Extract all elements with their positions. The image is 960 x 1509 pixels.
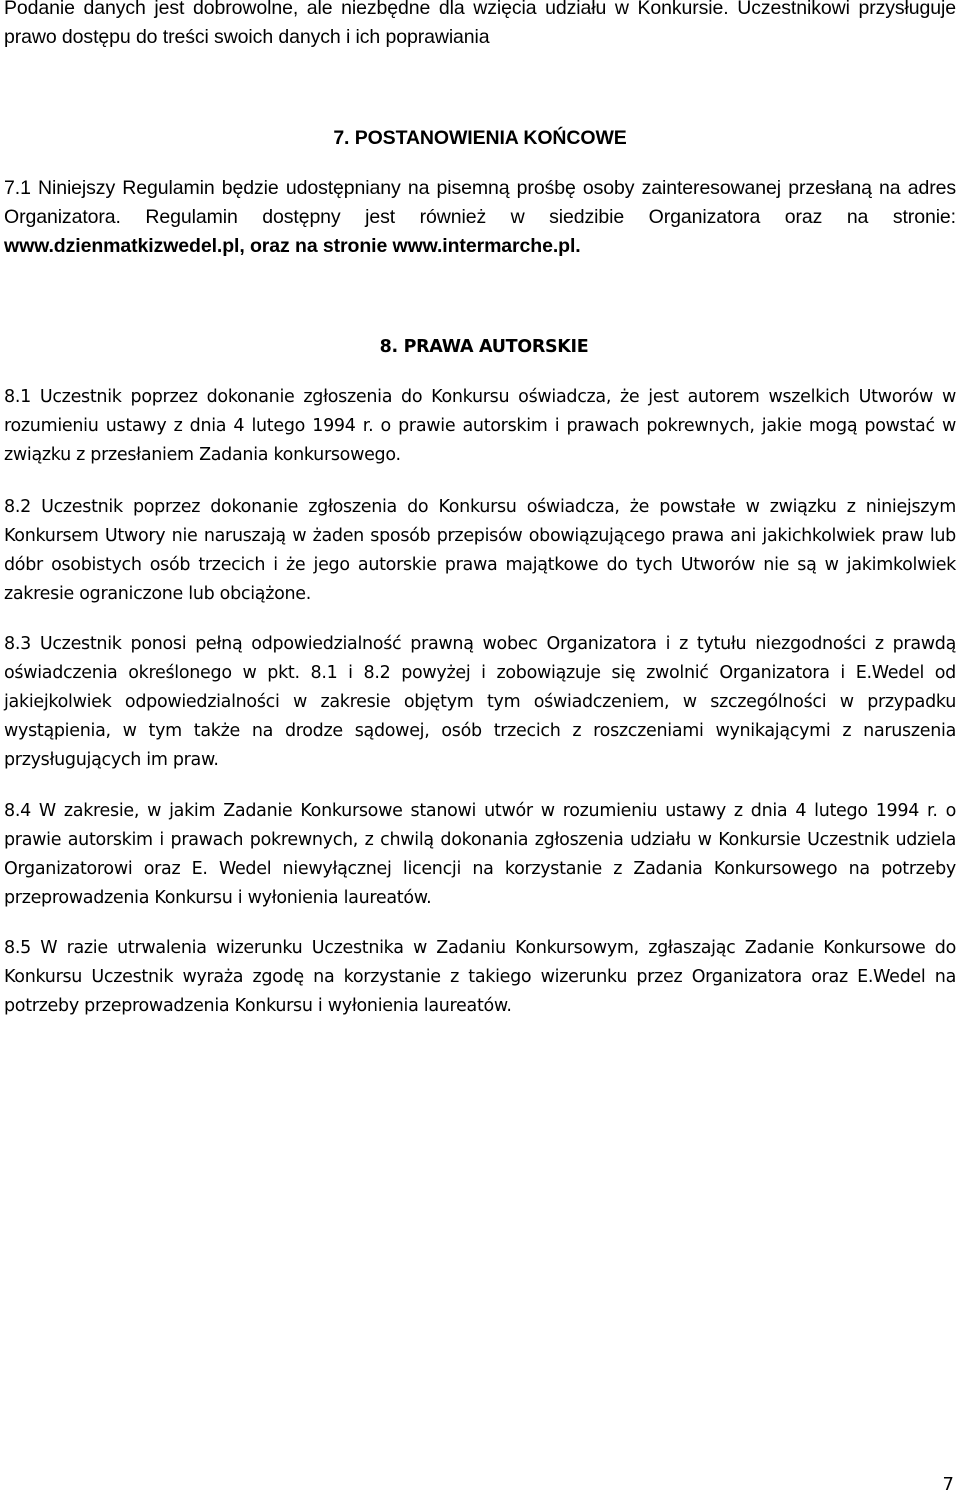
section-8-2-paragraph: 8.2 Uczestnik poprzez dokonanie zgłoszenia do Konkursu oświadcza, że powstałe w związku z niniejszym Konkursem Utwory nie naruszają w żaden sposób przepisów obowiązującego prawa ani jakichkolwiek praw lub dóbr osobistych osób trzecich i że jego autorskie prawa majątkowe do tych Utworów nie są w jakimkolwiek zakresie ograniczone lub obciążone. [4,497,956,604]
section-7-1-paragraph [4,174,956,261]
section-8-heading: 8. PRAWA AUTORSKIE [379,337,589,357]
section-8-3-paragraph: 8.3 Uczestnik ponosi pełną odpowiedzialność prawną wobec Organizatora i z tytułu niezgodności z prawdą oświadczenia określonego w pkt. 8.1 i 8.2 powyżej i zobowiązuje się zwolnić Organizatora i E.Wedel od jakiejkolwiek odpowiedzialności w zakresie objętym tym oświadczeniem, w szczególności w przypadku wystąpienia, w tym także na drodze sądowej, osób trzecich z roszczeniami wynikającymi z naruszenia przysługujących im praw. [4,634,956,770]
section-7-heading: 7. POSTANOWIENIA KOŃCOWE [333,127,627,149]
section-8-1-paragraph: 8.1 Uczestnik poprzez dokonanie zgłoszenia do Konkursu oświadcza, że jest autorem wszelkich Utworów w rozumieniu ustawy z dnia 4 lutego 1994 r. o prawie autorskim i prawach pokrewnych, jakie mogą powstać w związku z przesłaniem Zadania konkursowego. [4,387,956,465]
section-7-1-websites: www.dzienmatkizwedel.pl, oraz na stronie www.intermarche.pl. [4,235,581,257]
section-7-1-text: 7.1 Niniejszy Regulamin będzie udostępniany na pisemną prośbę osoby zainteresowanej przesłaną na adres Organizatora. Regulamin dostępny jest również w siedzibie Organizatora oraz na stronie: [4,177,956,228]
consent-paragraph: Podanie danych jest dobrowolne, ale niezbędne dla wzięcia udziału w Konkursie. Uczestnikowi przysługuje prawo dostępu do treści swoich danych i ich poprawiania [4,0,956,48]
page-number: 7 [942,1474,954,1495]
section-8-5-paragraph: 8.5 W razie utrwalenia wizerunku Uczestnika w Zadaniu Konkursowym, zgłaszając Zadanie Konkursowe do Konkursu Uczestnik wyraża zgodę na korzystanie z takiego wizerunku przez Organizatora oraz E.Wedel na potrzeby przeprowadzenia Konkursu i wyłonienia laureatów. [4,938,956,1016]
section-8-4-paragraph: 8.4 W zakresie, w jakim Zadanie Konkursowe stanowi utwór w rozumieniu ustawy z dnia 4 lutego 1994 r. o prawie autorskim i prawach pokrewnych, z chwilą dokonania zgłoszenia udziału w Konkursie Uczestnik udziela Organizatorowi oraz E. Wedel niewyłącznej licencji na korzystanie z Zadania Konkursowego na potrzeby przeprowadzenia Konkursu i wyłonienia laureatów. [4,801,956,908]
